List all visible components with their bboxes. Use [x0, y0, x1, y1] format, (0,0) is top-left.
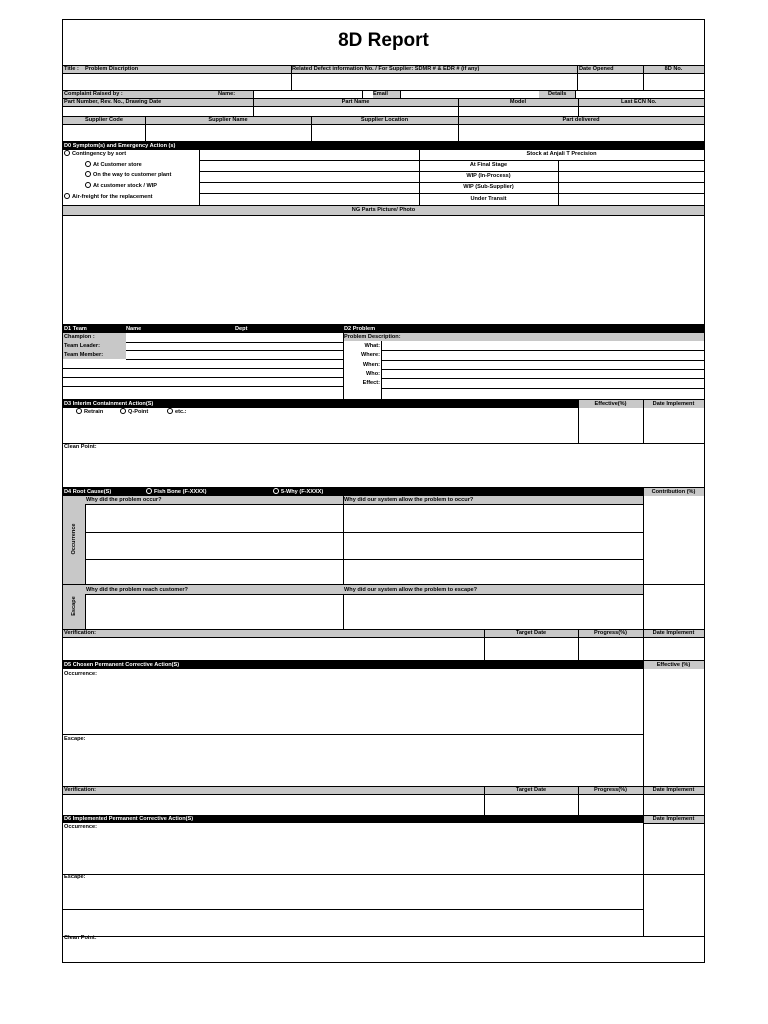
divider [643, 630, 644, 660]
divider [643, 823, 704, 824]
date-opened-field[interactable] [578, 74, 643, 90]
title-label: Title : [64, 66, 79, 72]
etc-option[interactable] [167, 408, 187, 416]
radio-icon [64, 193, 70, 199]
title-field[interactable] [63, 74, 291, 90]
divider [578, 787, 579, 815]
five-why-option[interactable] [273, 488, 323, 496]
d6-date-implement-label: Date Implement [652, 816, 695, 822]
d3-effective-label: Effective(%) [594, 401, 627, 407]
contingency-label: Contingency by sort [72, 151, 127, 157]
divider [63, 794, 704, 795]
divider [643, 400, 644, 443]
wip-process-label: WIP (In-Process) [466, 173, 511, 179]
retrain-label: Retrain [84, 409, 104, 415]
divider [643, 661, 644, 786]
divider [85, 504, 643, 505]
date-opened-label: Date Opened [579, 66, 614, 72]
supplier-location-label: Supplier Location [360, 117, 409, 123]
why-system-escape-label: Why did our system allow the problem to escape? [344, 587, 478, 593]
divider [63, 734, 643, 735]
related-defect-label: Related Defect information No. / For Supplier: SDMR # & EDR # (if any) [292, 66, 480, 72]
stock-heading: Stock at Anjali T Precision [526, 151, 597, 157]
radio-icon [85, 171, 91, 177]
d6-escape-label: Escape: [64, 874, 86, 880]
divider [63, 377, 343, 378]
report-sheet [62, 19, 705, 963]
why-reach-label: Why did the problem reach customer? [86, 587, 188, 593]
divider [63, 637, 704, 638]
air-freight-option[interactable] [64, 193, 153, 201]
details-field[interactable] [576, 91, 704, 98]
divider [381, 360, 704, 361]
team-member-label: Team Member: [64, 352, 104, 358]
d4-verification-label: Verification: [64, 630, 97, 636]
why-system-occur-label: Why did our system allow the problem to occur? [344, 497, 474, 503]
supplier-code-label: Supplier Code [85, 117, 123, 123]
divider [85, 594, 643, 595]
d4-target-date-label: Target Date [515, 630, 547, 636]
d0-heading: D0 Symptom(s) and Emergency Action (s) [64, 143, 176, 149]
etc-label: etc.: [175, 409, 187, 415]
divider [643, 816, 644, 936]
under-transit-label: Under Transit [470, 196, 507, 202]
team-leader-label: Team Leader: [64, 343, 100, 349]
d5-effective-label: Effective (%) [656, 662, 691, 668]
model-field[interactable] [459, 107, 578, 116]
d5-escape-label: Escape: [64, 736, 86, 742]
divider [63, 874, 704, 875]
radio-icon [76, 408, 82, 414]
part-number-field[interactable] [63, 107, 253, 116]
radio-icon [85, 182, 91, 188]
d6-occurrence-label: Occurrence: [64, 824, 97, 830]
d3-clean-point-label: Clean Point: [64, 444, 97, 450]
model-label: Model [509, 99, 527, 105]
at-customer-store-label: At Customer store [93, 162, 142, 168]
supplier-location-field[interactable] [312, 125, 458, 141]
ng-parts-photo-area[interactable] [63, 216, 704, 324]
at-customer-stock-option[interactable] [85, 182, 157, 190]
divider [63, 909, 643, 910]
report-no-label: 8D No. [664, 66, 683, 72]
d6-clean-point-label: Clean Point: [64, 935, 97, 941]
divider [643, 787, 644, 815]
name-field[interactable] [254, 91, 362, 98]
d3-clean-point-field[interactable] [63, 451, 704, 487]
details-label: Details [548, 91, 567, 97]
divider [63, 368, 343, 369]
email-label: Email [373, 91, 388, 97]
d4-date-implement-label: Date Implement [652, 630, 695, 636]
contribution-label: Contribution (%) [651, 489, 696, 495]
radio-icon [146, 488, 152, 494]
divider [199, 150, 200, 205]
why-occur-label: Why did the problem occur? [86, 497, 162, 503]
divider [578, 400, 579, 443]
when-label: When: [362, 362, 380, 368]
part-delivered-field[interactable] [459, 125, 704, 141]
divider [63, 443, 704, 444]
last-ecn-field[interactable] [579, 107, 704, 116]
q-point-option[interactable] [120, 408, 148, 416]
d5-occurrence-label: Occurrence: [64, 671, 97, 677]
divider [643, 488, 644, 629]
divider [362, 91, 363, 98]
d1-dept-label: Dept [235, 326, 248, 332]
report-title: 8D Report [338, 30, 429, 51]
fish-bone-option[interactable] [146, 488, 207, 496]
d1-d2-header-bar [63, 325, 704, 333]
divider [85, 532, 643, 533]
d5-date-implement-label: Date Implement [652, 787, 695, 793]
d2-heading: D2 Problem [344, 326, 376, 332]
divider [63, 386, 343, 387]
divider [381, 350, 704, 351]
divider [381, 369, 704, 370]
d3-heading: D3 Interim Containment Action(S) [64, 401, 154, 407]
d4-progress-label: Progress(%) [594, 630, 627, 636]
d5-verification-label: Verification: [64, 787, 97, 793]
divider [578, 630, 579, 660]
report-no-field[interactable] [644, 74, 704, 90]
divider [126, 359, 343, 360]
email-field[interactable] [401, 91, 539, 98]
air-freight-label: Air-freight for the replacement [72, 194, 153, 200]
radio-icon [273, 488, 279, 494]
complaint-raised-label: Complaint Raised by : [64, 91, 123, 97]
at-customer-stock-label: At customer stock / WIP [93, 183, 158, 189]
supplier-name-label: Supplier Name [208, 117, 248, 123]
effect-label: Effect: [362, 380, 380, 386]
occurrence-vertical-label: Occurrence [71, 523, 77, 555]
divider [126, 342, 343, 343]
divider [85, 496, 86, 629]
escape-vertical-label: Escape [71, 596, 77, 616]
q-point-label: Q-Point [128, 409, 149, 415]
divider [63, 936, 704, 937]
final-stage-label: At Final Stage [469, 162, 508, 168]
d1-heading: D1 Team [64, 326, 87, 332]
radio-icon [85, 161, 91, 167]
champion-label: Champion : [64, 334, 95, 340]
part-delivered-label: Part delivered [562, 117, 600, 123]
d5-progress-label: Progress(%) [594, 787, 627, 793]
where-label: Where: [361, 352, 380, 358]
who-label: Who: [366, 371, 380, 377]
last-ecn-label: Last ECN No. [621, 99, 657, 105]
d6-heading: D6 Implemented Permanent Corrective Action(S) [64, 816, 194, 822]
radio-icon [64, 150, 70, 156]
divider [126, 350, 343, 351]
part-number-label: Part Number, Rev. No., Drawing Date [64, 99, 162, 105]
fish-bone-label: Fish Bone (F-XXXX) [154, 489, 207, 495]
at-customer-store-option[interactable] [85, 161, 142, 169]
divider [484, 630, 485, 660]
supplier-code-field[interactable] [63, 125, 145, 141]
d4-heading: D4 Root Cause(S) [64, 489, 112, 495]
divider [381, 378, 704, 379]
divider [381, 388, 704, 389]
what-label: What: [364, 343, 380, 349]
related-defect-field[interactable] [292, 74, 577, 90]
five-why-label: 5-Why (F-XXXX) [281, 489, 324, 495]
d5-target-date-label: Target Date [515, 787, 547, 793]
d5-heading: D5 Chosen Permanent Corrective Action(S) [64, 662, 180, 668]
part-name-field[interactable] [254, 107, 458, 116]
retrain-option[interactable] [76, 408, 103, 416]
divider [85, 559, 643, 560]
problem-description-label: Problem Discription [85, 66, 139, 72]
problem-description-label: Problem Description: [344, 334, 401, 340]
radio-icon [120, 408, 126, 414]
divider [343, 496, 344, 629]
d1-name-label: Name [126, 326, 142, 332]
on-the-way-option[interactable] [85, 171, 171, 179]
divider [484, 787, 485, 815]
divider [199, 193, 704, 194]
part-name-label: Part Name [341, 99, 370, 105]
d3-date-implement-label: Date Implement [652, 401, 695, 407]
supplier-name-field[interactable] [146, 125, 311, 141]
name-label: Name: [218, 91, 236, 97]
radio-icon [167, 408, 173, 414]
wip-supplier-label: WIP (Sub-Supplier) [463, 184, 514, 190]
contingency-option[interactable] [64, 150, 126, 158]
ng-parts-label: NG Parts Picture/ Photo [351, 207, 416, 213]
on-the-way-label: On the way to customer plant [93, 172, 172, 178]
